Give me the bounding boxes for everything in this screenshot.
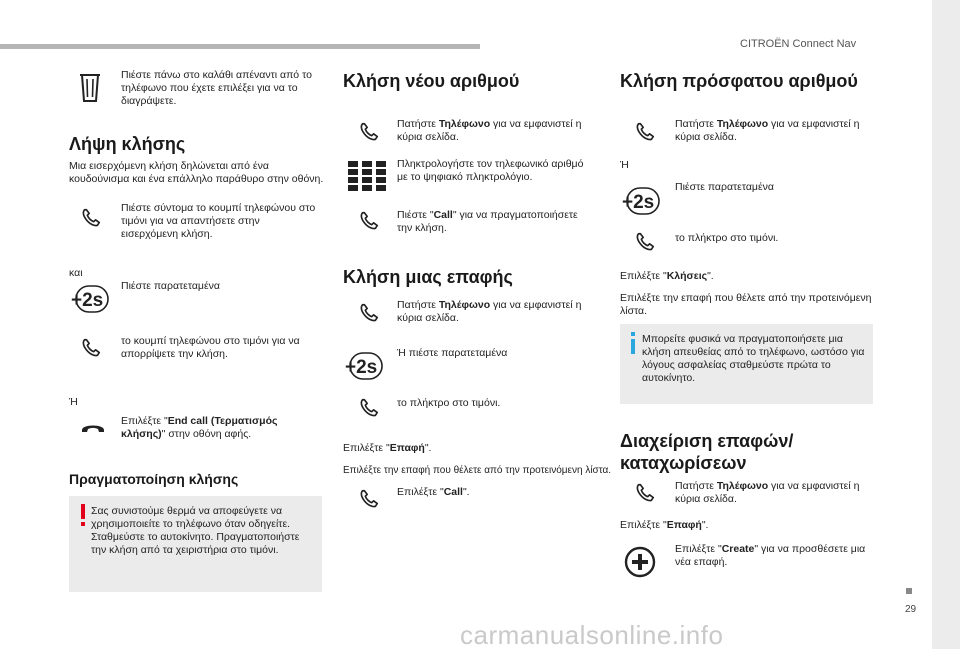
select-contact-instruction-3: Επιλέξτε "Επαφή". xyxy=(620,519,709,531)
end-call-instruction: Επιλέξτε "End call (Τερματισμός κλήσης)" στην οθόνη αφής. xyxy=(121,415,278,440)
page-number: 29 xyxy=(905,604,917,615)
svg-text:+2s: +2s xyxy=(345,357,378,378)
heading-call-contact: Κλήση μιας επαφής xyxy=(343,267,513,287)
select-contact-instruction: Επιλέξτε "Επαφή". xyxy=(343,442,432,454)
phone-icon xyxy=(358,210,380,232)
phone-icon xyxy=(358,488,380,510)
page-marker xyxy=(906,588,912,594)
open-phone-instruction-3: Πατήστε Τηλέφωνο για να εμφανιστεί η κύρια σελίδα. xyxy=(675,118,860,143)
svg-text:+2s: +2s xyxy=(71,290,104,311)
delete-instruction: Πιέστε πάνω στο καλάθι απέναντι από το τηλέφωνο που έχετε επιλέξει για να το διαγράψετε. xyxy=(121,69,312,107)
phone-icon xyxy=(634,231,656,253)
short-press-instruction: Πιέστε σύντομα το κουμπί τηλεφώνου στο τιμόνι για να απαντήσετε στην εισερχόμενη κλήση. xyxy=(121,202,316,240)
heading-recent-number: Κλήση πρόσφατου αριθμού xyxy=(620,71,858,91)
long-press-2s-icon xyxy=(68,283,110,315)
reject-instruction: το κουμπί τηλεφώνου στο τιμόνι για να απορρίψετε την κλήση. xyxy=(121,335,300,360)
call-instruction: Πιέστε "Call" για να πραγματοποιήσετε την κλήση. xyxy=(397,209,578,234)
top-rule xyxy=(0,44,480,49)
phone-icon xyxy=(358,121,380,143)
info-text: Μπορείτε φυσικά να πραγματοποιήσετε μια κλήση απευθείας από το τηλέφωνο, ωστόσο για λόγους ασφαλείας σταθμεύστε πρώτα το αυτοκίνητο. xyxy=(642,333,865,384)
open-phone-instruction: Πατήστε Τηλέφωνο για να εμφανιστεί η κύρια σελίδα. xyxy=(397,118,582,143)
long-press-text: Πιέστε παρατεταμένα xyxy=(121,280,220,292)
open-phone-instruction-2: Πατήστε Τηλέφωνο για να εμφανιστεί η κύρια σελίδα. xyxy=(397,299,582,324)
long-press-2s-icon xyxy=(342,350,384,382)
select-call-instruction: Επιλέξτε "Call". xyxy=(397,486,470,498)
phone-icon xyxy=(80,207,102,229)
phone-icon xyxy=(358,302,380,324)
svg-text:+2s: +2s xyxy=(622,192,655,213)
choose-contact-instruction-3: Επιλέξτε την επαφή που θέλετε από την προτεινόμενη λίστα. xyxy=(620,292,872,317)
keypad-instruction: Πληκτρολογήστε τον τηλεφωνικό αριθμό με το ψηφιακό πληκτρολόγιο. xyxy=(397,158,584,183)
select-calls-instruction: Επιλέξτε "Κλήσεις". xyxy=(620,270,714,282)
wheel-key-text-3: το πλήκτρο στο τιμόνι. xyxy=(675,232,779,244)
page-side-strip xyxy=(932,0,960,649)
heading-make-call: Πραγματοποίηση κλήσης xyxy=(69,471,239,487)
long-press-2s-icon xyxy=(619,185,661,217)
and-text: και xyxy=(69,267,83,279)
phone-icon xyxy=(80,337,102,359)
or-long-press-text: Ή πιέστε παρατεταμένα xyxy=(397,347,508,359)
heading-new-number: Κλήση νέου αριθμού xyxy=(343,71,520,91)
phone-icon xyxy=(634,121,656,143)
or-text: Ή xyxy=(69,396,78,408)
running-header: CITROËN Connect Nav xyxy=(740,38,857,50)
choose-contact-instruction: Επιλέξτε την επαφή που θέλετε από την προτεινόμενη λίστα. xyxy=(343,465,612,476)
phone-icon xyxy=(634,482,656,504)
wheel-key-text: το πλήκτρο στο τιμόνι. xyxy=(397,397,501,409)
watermark: carmanualsonline.info xyxy=(460,620,724,650)
or-text-3: Ή xyxy=(620,159,629,171)
warning-text: Σας συνιστούμε θερμά να αποφεύγετε να χρησιμοποιείτε το τηλέφωνο όταν οδηγείτε. Σταθμεύστε το αυτοκίνητο. Πραγματοποιήστε την κλήση από τα χειριστήρια στο τιμόνι. xyxy=(91,505,300,556)
create-instruction: Επιλέξτε "Create" για να προσθέσετε μια νέα επαφή. xyxy=(675,543,866,568)
heading-receive-call: Λήψη κλήσης xyxy=(69,134,186,154)
receive-description: Μια εισερχόμενη κλήση δηλώνεται από ένα κουδούνισμα και ένα επάλληλο παράθυρο στην οθόνη. xyxy=(69,160,324,185)
hang-up-icon xyxy=(80,420,106,434)
open-phone-instruction-4: Πατήστε Τηλέφωνο για να εμφανιστεί η κύρια σελίδα. xyxy=(675,480,860,505)
keypad-icon xyxy=(348,161,386,191)
info-mark-icon xyxy=(630,332,636,354)
heading-manage-contacts: Διαχείριση επαφών/ καταχωρίσεων xyxy=(620,431,794,473)
add-contact-icon xyxy=(624,546,656,578)
trash-icon xyxy=(79,73,101,103)
warning-mark-icon xyxy=(80,504,86,526)
phone-icon xyxy=(358,397,380,419)
long-press-text-3: Πιέστε παρατεταμένα xyxy=(675,181,774,193)
